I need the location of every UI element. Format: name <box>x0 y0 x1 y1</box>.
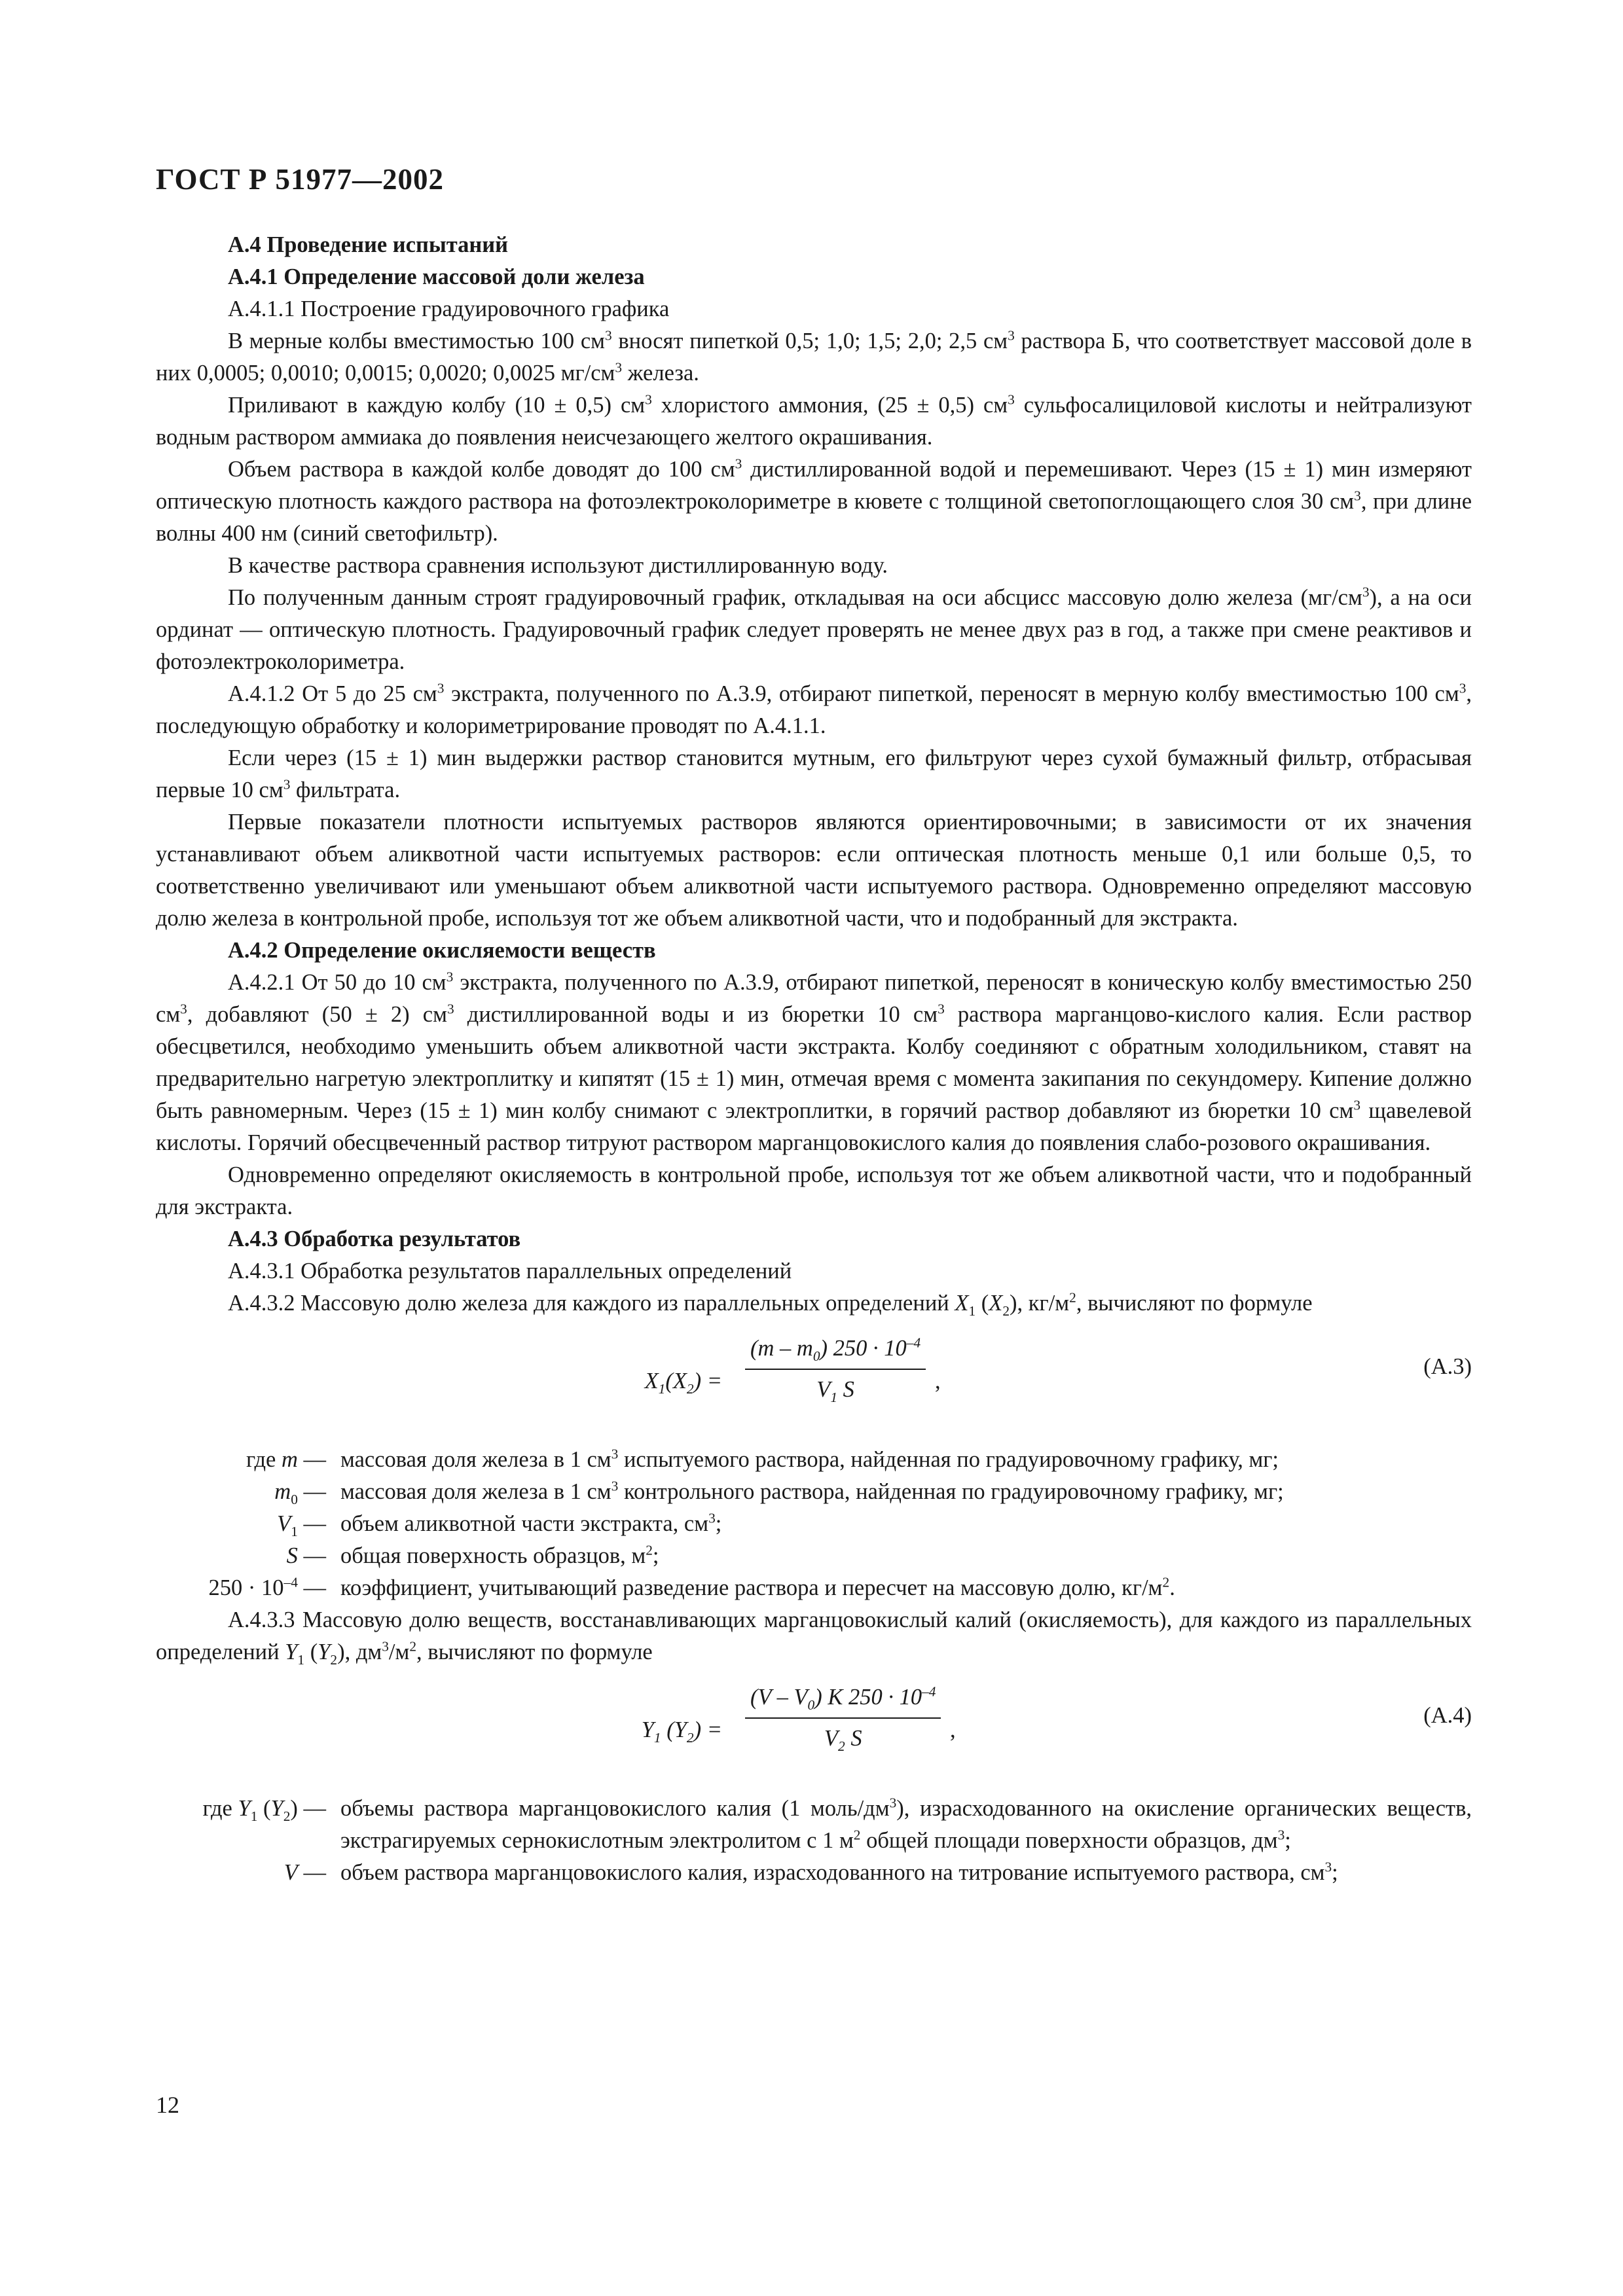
section-heading: А.4.1 Определение массовой доли железа <box>228 264 645 289</box>
definition-text: коэффициент, учитывающий разведение раствора и пересчет на массовую долю, $кг/м^2$. <box>340 1574 1175 1600</box>
formula-lhs: $X_1(X_2)$ = <box>644 1369 722 1397</box>
definitions-list <box>156 1793 1472 1889</box>
paragraph: А.4.3.3 Массовую долю веществ, восстанавливающих марганцовокислый калий (окисляемость), для каждого из параллельных определений $Y_1$ $(Y_2)$, $дм^3/м^2$, вычисляют по формуле <box>156 1607 1472 1668</box>
document-body <box>156 229 1472 1889</box>
section-heading: А.4 Проведение испытаний <box>228 232 509 257</box>
definition-symbol: S — <box>286 1543 326 1568</box>
paragraph: Объем раствора в каждой колбе доводят до 100 $см^3$ дистиллированной водой и перемешивают. Через (15 ± 1) мин измеряют оптическую плотность каждого раствора на фотоэлектроколориметре в кювете с толщиной светопоглощающего слоя 30 $см^3$, при длине волны 400 нм (синий светофильтр). <box>156 456 1472 546</box>
paragraph: А.4.2.1 От 50 до 10 $см^3$ экстракта, полученного по А.3.9, отбирают пипеткой, переносят в коническую колбу вместимостью 250 $см^3$, добавляют (50 ± 2) $см^3$ дистиллированной воды и из бюретки 10 $см^3$ раствора марганцово-кислого калия. Если раствор обесцветился, необходимо уменьшить объем аликвотной части экстракта. Колбу соединяют с обратным холодильником, ставят на предварительно нагретую электроплитку и кипятят (15 ± 1) мин, отмечая время с момента закипания по секундомеру. Кипение должно быть равномерным. Через (15 ± 1) мин колбу снимают с электроплитки, в горячий раствор добавляют из бюретки 10 $см^3$ щавелевой кислоты. Горячий обесцвеченный раствор титруют раствором марганцовокислого калия до появления слабо-розового окрашивания. <box>156 969 1472 1155</box>
paragraph: А.4.1.2 От 5 до 25 $см^3$ экстракта, полученного по А.3.9, отбирают пипеткой, переносят в мерную колбу вместимостью 100 $см^3$, последующую обработку и колориметрирование проводят по А.4.1.1. <box>156 680 1472 738</box>
formula <box>156 1681 1472 1780</box>
formula-number: (А.4) <box>1423 1703 1472 1728</box>
definition-row <box>156 1540 1472 1572</box>
definition-text: объем аликвотной части экстракта, $см^3$; <box>340 1510 722 1536</box>
paragraph: Приливают в каждую колбу (10 ± 0,5) $см^3$ хлористого аммония, (25 ± 0,5) $см^3$ сульфосалициловой кислоты и нейтрализуют водным раствором аммиака до появления неисчезающего желтого окрашивания. <box>156 391 1472 450</box>
definition-row <box>156 1444 1472 1476</box>
definition-symbol: V — <box>283 1860 326 1885</box>
formula <box>156 1333 1472 1431</box>
definition-text: массовая доля железа в 1 $см^3$ испытуемого раствора, найденная по градуировочному графику, мг; <box>340 1446 1279 1472</box>
definition-text: общая поверхность образцов, $м^2$; <box>340 1542 659 1568</box>
definition-symbol: где $Y_1$ $(Y_2)$ — <box>202 1796 326 1824</box>
section-heading: А.4.2 Определение окисляемости веществ <box>228 938 656 963</box>
formula-fraction <box>745 1681 941 1755</box>
section-heading: А.4.3 Обработка результатов <box>228 1227 521 1251</box>
paragraph: Первые показатели плотности испытуемых растворов являются ориентировочными; в зависимости от их значения устанавливают объем аликвотной части испытуемых растворов: если оптическая плотность меньше 0,1 или больше 0,5, то соответственно увеличивают или уменьшают объем аликвотной части испытуемого раствора. Одновременно определяют массовую долю железа в контрольной пробе, используя тот же объем аликвотной части, что и подобранный для экстракта. <box>156 810 1472 931</box>
formula-fraction <box>745 1333 926 1406</box>
formula-denominator: $V_2$ S <box>824 1726 862 1754</box>
formula-numerator: $(m - m_0)$ $250 \cdot 10^{-4}$ <box>745 1333 926 1370</box>
formula-lhs: $Y_1$ $(Y_2)$ = <box>641 1717 722 1746</box>
definition-row <box>156 1857 1472 1889</box>
paragraph: В качестве раствора сравнения используют дистиллированную воду. <box>228 553 888 578</box>
formula-comma: , <box>950 1717 956 1742</box>
formula-numerator: $(V - V_0)$ K $250 \cdot 10^{-4}$ <box>745 1681 941 1719</box>
definitions-list <box>156 1444 1472 1604</box>
paragraph: Одновременно определяют окисляемость в контрольной пробе, используя тот же объем аликвотной части, что и подобранный для экстракта. <box>156 1162 1472 1219</box>
definition-symbol: $V_1$ — <box>277 1511 326 1539</box>
paragraph: В мерные колбы вместимостью 100 $см^3$ вносят пипеткой 0,5; 1,0; 1,5; 2,0; 2,5 $см^3$ раствора Б, что соответствует массовой доле в них 0,0005; 0,0010; 0,0015; 0,0020; 0,0025 $мг/см^3$ железа. <box>156 327 1472 386</box>
definition-row <box>156 1572 1472 1604</box>
definition-text: объем раствора марганцовокислого калия, израсходованного на титрование испытуемого раствора, $см^3$; <box>340 1859 1338 1885</box>
definition-row <box>156 1793 1472 1857</box>
definition-symbol: где m — <box>246 1447 326 1472</box>
page-number: 12 <box>156 2092 179 2118</box>
paragraph: А.4.3.1 Обработка результатов параллельных определений <box>228 1259 792 1283</box>
formula-comma: , <box>935 1369 941 1393</box>
definition-row <box>156 1476 1472 1508</box>
definition-symbol: $250 \cdot 10^{-4}$ — <box>208 1574 326 1600</box>
paragraph: Если через (15 ± 1) мин выдержки раствор становится мутным, его фильтруют через сухой бумажный фильтр, отбрасывая первые 10 $см^3$ фильтрата. <box>156 745 1472 802</box>
paragraph: По полученным данным строят градуировочный график, откладывая на оси абсцисс массовую долю железа $(мг/см^3)$, а на оси ординат — оптическую плотность. Градуировочный график следует проверять не менее двух раз в год, а также при смене реактивов и фотоэлектроколориметра. <box>156 584 1472 674</box>
definition-text: массовая доля железа в 1 $см^3$ контрольного раствора, найденная по градуировочному графику, мг; <box>340 1478 1284 1504</box>
definition-symbol: $m_0$ — <box>274 1479 326 1507</box>
paragraph: А.4.1.1 Построение градуировочного графика <box>228 296 670 321</box>
paragraph: А.4.3.2 Массовую долю железа для каждого из параллельных определений $X_1$ $(X_2)$, $кг/м^2$, вычисляют по формуле <box>228 1289 1313 1319</box>
definition-row <box>156 1508 1472 1540</box>
formula-number: (А.3) <box>1423 1354 1472 1379</box>
document-header: ГОСТ Р 51977—2002 <box>156 163 445 196</box>
formula-denominator: $V_1$ S <box>816 1377 854 1405</box>
definition-text: объемы раствора марганцовокислого калия (1 моль/$дм^3$), израсходованного на окисление органических веществ, экстрагируемых сернокислотным электролитом с 1 $м^2$ общей площади поверхности образцов, $дм^3$; <box>340 1795 1472 1853</box>
